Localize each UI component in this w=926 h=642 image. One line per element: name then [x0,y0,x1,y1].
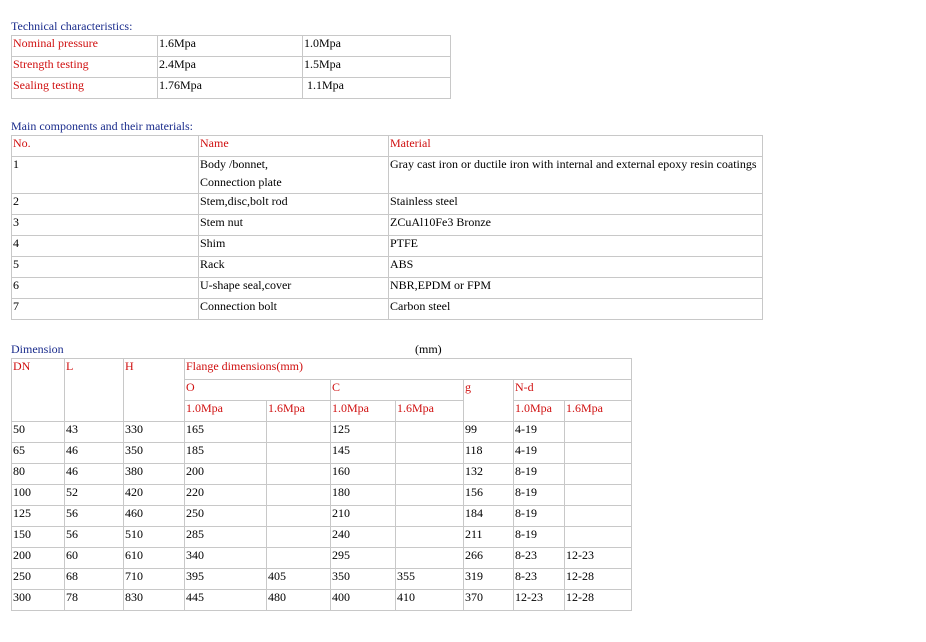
parts-table [11,135,763,320]
dim-cell-o10: 395 [185,569,267,590]
dim-cell-dn: 65 [12,443,65,464]
part-material: NBR,EPDM or FPM [389,278,763,299]
part-material: Carbon steel [389,299,763,320]
dim-cell-nd16: 12-28 [565,590,632,611]
dim-cell-c16 [396,443,464,464]
tech-heading: Technical characteristics: [11,19,133,33]
part-material: PTFE [389,236,763,257]
table-row [12,194,763,215]
table-header-row [12,359,632,380]
dim-cell-l: 68 [65,569,124,590]
dim-cell-nd16 [565,422,632,443]
table-row [12,57,451,78]
part-no: 1 [12,157,199,194]
dim-cell-c10: 210 [331,506,396,527]
table-row [12,157,763,194]
column-header-pressure: 1.0Mpa [185,401,267,422]
table-row [12,506,632,527]
dim-cell-g: 370 [464,590,514,611]
table-header-row [12,136,763,157]
dim-cell-l: 46 [65,464,124,485]
dim-cell-l: 46 [65,443,124,464]
table-row [12,590,632,611]
dim-cell-c16 [396,506,464,527]
table-row [12,464,632,485]
dim-cell-o10: 220 [185,485,267,506]
column-header-h: H [124,359,185,422]
part-name: Stem nut [199,215,389,236]
dim-cell-nd16: 12-28 [565,569,632,590]
dim-cell-c10: 125 [331,422,396,443]
column-header-material: Material [389,136,763,157]
dim-cell-c10: 180 [331,485,396,506]
table-row [12,257,763,278]
dim-cell-nd16: 12-23 [565,548,632,569]
table-row [12,299,763,320]
dim-cell-c10: 400 [331,590,396,611]
dim-cell-o16 [267,527,331,548]
column-header-nd: N-d [514,380,632,401]
dims-table [11,358,632,611]
dim-cell-h: 420 [124,485,185,506]
dim-cell-o10: 445 [185,590,267,611]
part-name: Rack [199,257,389,278]
dim-cell-c16: 355 [396,569,464,590]
dim-cell-dn: 125 [12,506,65,527]
column-header-dn: DN [12,359,65,422]
dim-cell-nd10: 8-23 [514,548,565,569]
table-row [12,569,632,590]
dim-cell-h: 350 [124,443,185,464]
tech-value: 1.1Mpa [303,78,451,99]
dim-cell-nd10: 8-19 [514,464,565,485]
dim-cell-dn: 100 [12,485,65,506]
dim-cell-g: 99 [464,422,514,443]
dim-cell-dn: 150 [12,527,65,548]
dims-unit: (mm) [415,342,442,356]
tech-value: 1.6Mpa [158,36,303,57]
column-header-pressure: 1.0Mpa [514,401,565,422]
table-row [12,422,632,443]
dim-cell-l: 43 [65,422,124,443]
table-row [12,78,451,99]
table-row [12,548,632,569]
dim-cell-g: 156 [464,485,514,506]
dim-cell-dn: 50 [12,422,65,443]
dims-heading: Dimension [11,342,64,356]
dim-cell-c16 [396,464,464,485]
dim-cell-nd16 [565,506,632,527]
dim-cell-o16: 405 [267,569,331,590]
dim-cell-h: 830 [124,590,185,611]
dim-cell-l: 56 [65,527,124,548]
dim-cell-h: 510 [124,527,185,548]
dim-cell-h: 380 [124,464,185,485]
dim-cell-g: 184 [464,506,514,527]
part-material: ZCuAl10Fe3 Bronze [389,215,763,236]
dim-cell-nd10: 12-23 [514,590,565,611]
dim-cell-c16 [396,527,464,548]
dim-cell-o10: 185 [185,443,267,464]
part-no: 5 [12,257,199,278]
dim-cell-nd10: 8-19 [514,485,565,506]
part-name: Stem,disc,bolt rod [199,194,389,215]
part-no: 2 [12,194,199,215]
dim-cell-o16 [267,464,331,485]
column-header-c: C [331,380,464,401]
part-material: ABS [389,257,763,278]
tech-value: 1.5Mpa [303,57,451,78]
table-row [12,236,763,257]
column-header-pressure: 1.6Mpa [565,401,632,422]
dim-cell-o16: 480 [267,590,331,611]
dim-cell-c10: 295 [331,548,396,569]
dim-cell-o10: 340 [185,548,267,569]
dim-cell-o16 [267,548,331,569]
dim-cell-c16 [396,485,464,506]
part-name: Connection bolt [199,299,389,320]
dim-cell-o16 [267,443,331,464]
part-no: 7 [12,299,199,320]
dim-cell-l: 60 [65,548,124,569]
part-name: Shim [199,236,389,257]
dim-cell-g: 132 [464,464,514,485]
table-row [12,443,632,464]
tech-value: 1.0Mpa [303,36,451,57]
tech-label: Nominal pressure [12,36,158,57]
dim-cell-o16 [267,422,331,443]
dim-cell-h: 610 [124,548,185,569]
dim-cell-c16 [396,422,464,443]
dim-cell-o10: 200 [185,464,267,485]
part-no: 4 [12,236,199,257]
dim-cell-l: 52 [65,485,124,506]
dim-cell-nd10: 8-23 [514,569,565,590]
column-header-no: No. [12,136,199,157]
parts-heading: Main components and their materials: [11,119,193,133]
dim-cell-o16 [267,485,331,506]
column-header-o: O [185,380,331,401]
dim-cell-c16: 410 [396,590,464,611]
dim-cell-nd16 [565,443,632,464]
dim-cell-h: 330 [124,422,185,443]
tech-label: Strength testing [12,57,158,78]
dim-cell-h: 460 [124,506,185,527]
column-header-pressure: 1.6Mpa [267,401,331,422]
table-row [12,527,632,548]
dim-cell-c10: 240 [331,527,396,548]
dim-cell-g: 118 [464,443,514,464]
part-no: 3 [12,215,199,236]
table-row [12,215,763,236]
dim-cell-dn: 300 [12,590,65,611]
dim-cell-nd10: 8-19 [514,506,565,527]
dim-cell-c10: 145 [331,443,396,464]
column-header-l: L [65,359,124,422]
dim-cell-l: 56 [65,506,124,527]
dim-cell-nd16 [565,485,632,506]
dim-cell-nd16 [565,527,632,548]
dim-cell-c10: 160 [331,464,396,485]
tech-label: Sealing testing [12,78,158,99]
dim-cell-nd10: 4-19 [514,443,565,464]
column-header-pressure: 1.6Mpa [396,401,464,422]
part-material: Gray cast iron or ductile iron with internal and external epoxy resin coatings [389,157,763,194]
column-header-flange: Flange dimensions(mm) [185,359,632,380]
dim-cell-dn: 250 [12,569,65,590]
dim-cell-o16 [267,506,331,527]
dim-cell-o10: 250 [185,506,267,527]
dim-cell-c16 [396,548,464,569]
dim-cell-nd16 [565,464,632,485]
part-name-line: Body /bonnet, [200,157,268,171]
tech-value: 2.4Mpa [158,57,303,78]
part-name: U-shape seal,cover [199,278,389,299]
dim-cell-g: 211 [464,527,514,548]
tech-table [11,35,451,99]
dim-cell-o10: 285 [185,527,267,548]
part-name-line: Connection plate [200,175,282,189]
column-header-pressure: 1.0Mpa [331,401,396,422]
dim-cell-dn: 80 [12,464,65,485]
dim-cell-nd10: 4-19 [514,422,565,443]
part-material: Stainless steel [389,194,763,215]
dim-cell-g: 266 [464,548,514,569]
table-row [12,485,632,506]
dim-cell-g: 319 [464,569,514,590]
dim-cell-nd10: 8-19 [514,527,565,548]
tech-value: 1.76Mpa [158,78,303,99]
dim-cell-h: 710 [124,569,185,590]
column-header-g: g [464,380,514,422]
dim-cell-o10: 165 [185,422,267,443]
part-no: 6 [12,278,199,299]
dim-cell-dn: 200 [12,548,65,569]
part-name [199,157,389,194]
table-row [12,36,451,57]
dim-cell-c10: 350 [331,569,396,590]
dim-cell-l: 78 [65,590,124,611]
column-header-name: Name [199,136,389,157]
table-row [12,278,763,299]
